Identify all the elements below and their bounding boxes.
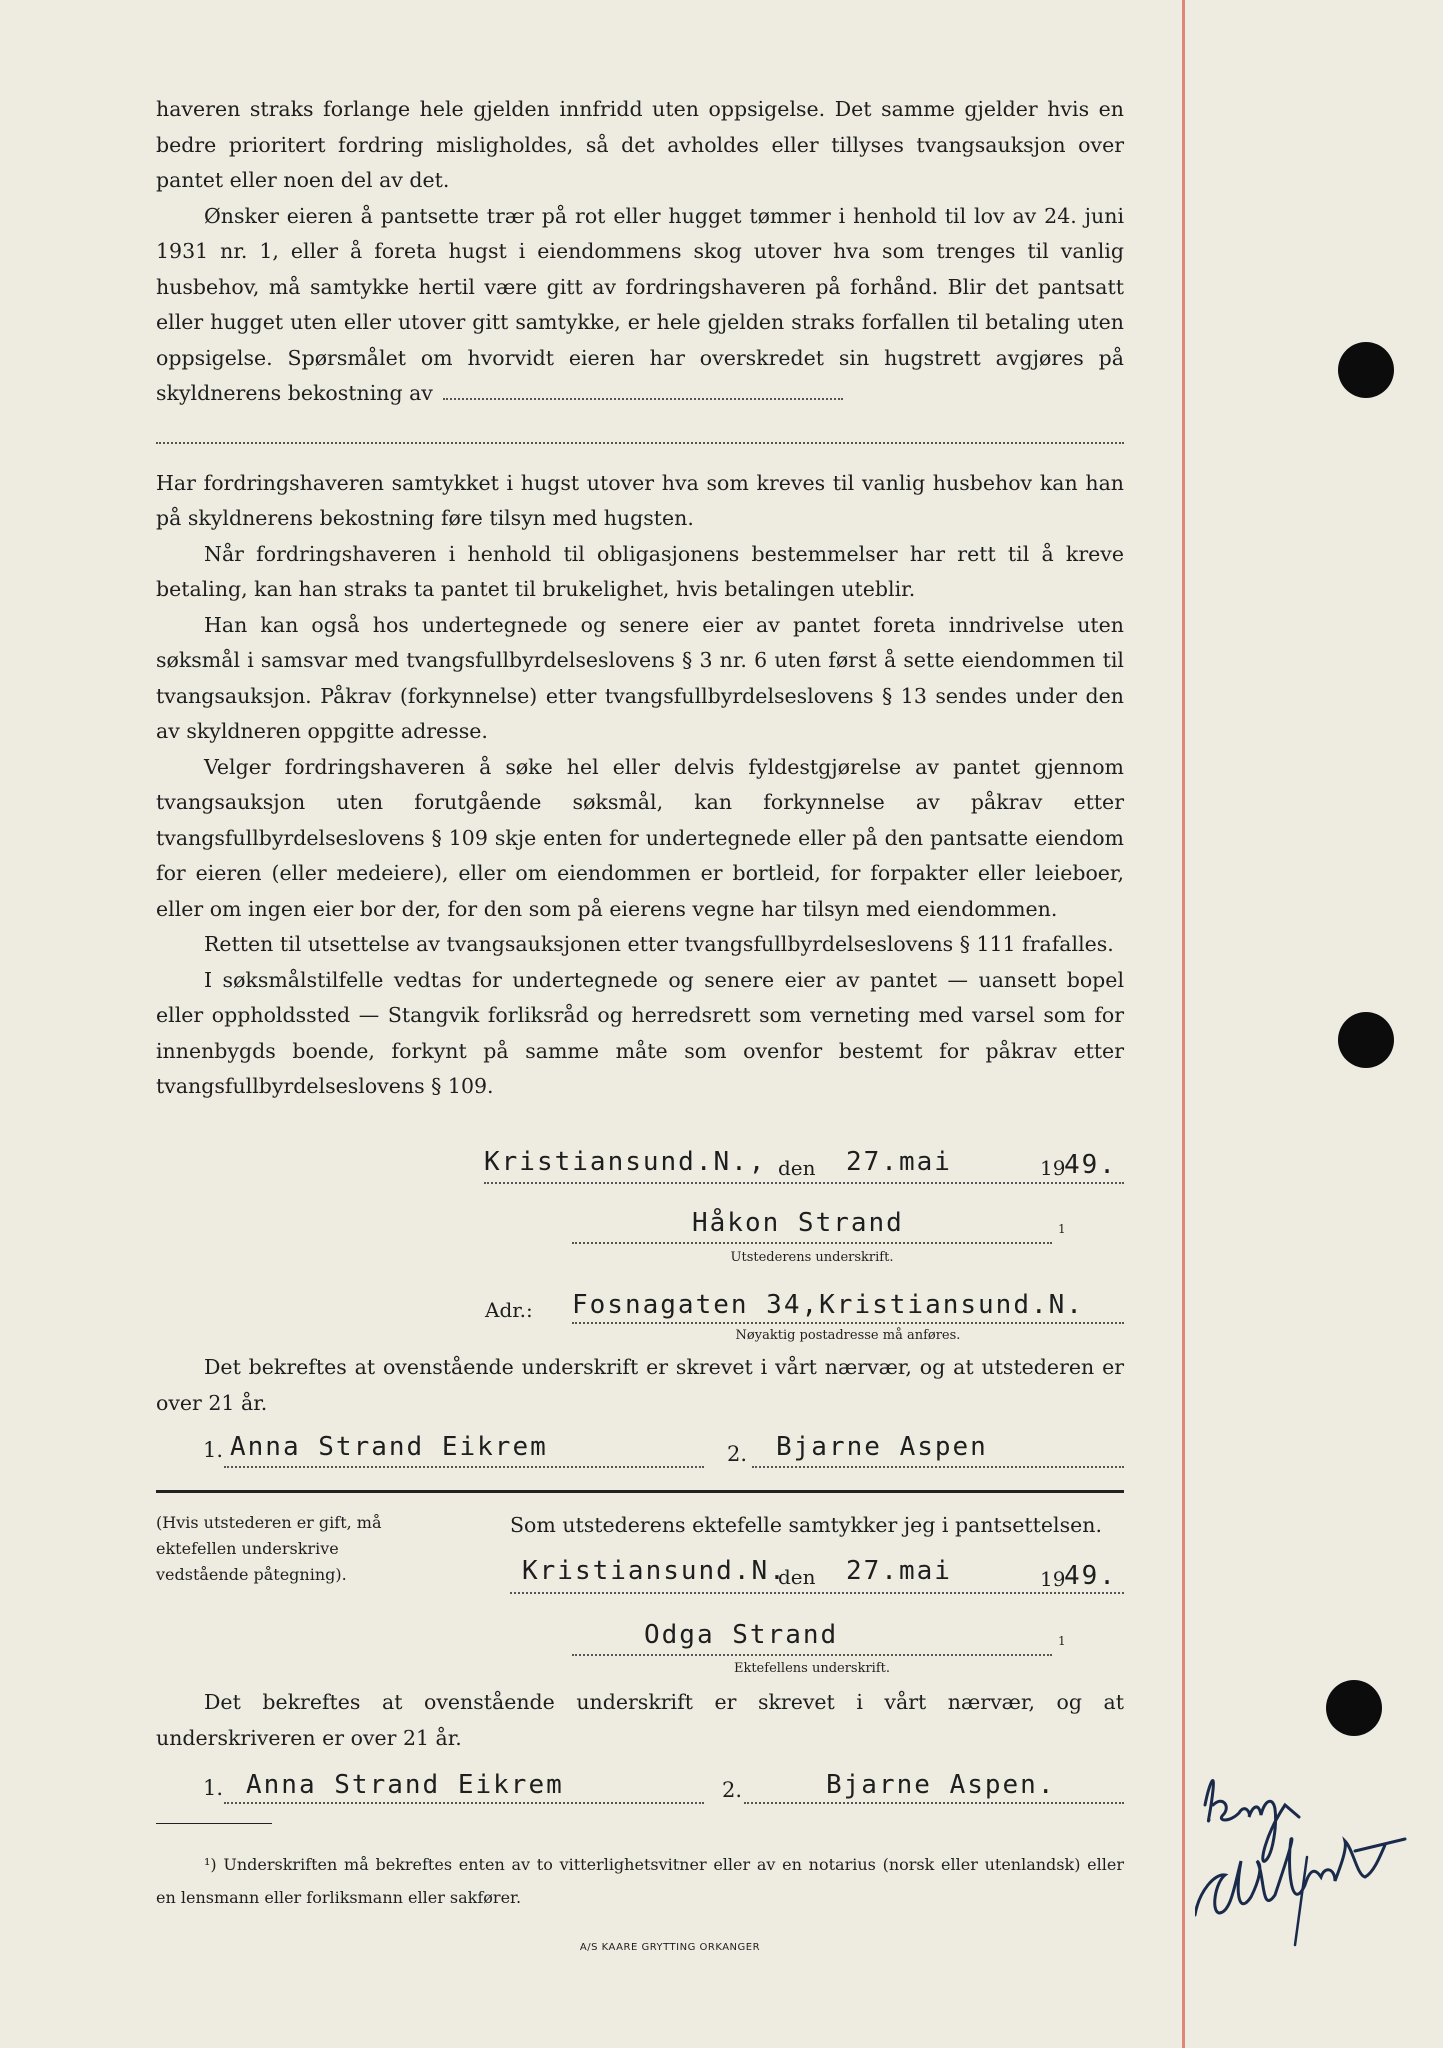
- witness-statement: Det bekreftes at ovenstående underskrift er skrevet i vårt nærvær, og at underskriveren er over 21 år.: [156, 1690, 1124, 1750]
- issuer-address: Fosnagaten 34,Kristiansund.N.: [572, 1290, 1084, 1320]
- blank-field: [443, 398, 843, 400]
- footnote-mark: 1: [1058, 1634, 1066, 1648]
- witness-number: 1.: [203, 1776, 224, 1800]
- footnote-rule: [156, 1823, 272, 1824]
- paragraph: Ønsker eieren å pantsette trær på rot eller hugget tømmer i henhold til lov av 24. juni 1931 nr. 1, eller å foreta hugst i eiendommens skog utover hva som trenges til vanlig husbehov, må samtykke hertil være gitt av fordringshaveren på forhånd. Blir det pantsatt eller hugget uten eller utover gitt samtykke, er hele gjelden straks forfallen til betaling uten oppsigelse. Spørsmålet om hvorvidt eieren har overskredet sin hugstrett avgjøres på skyldnerens bekostning av: [156, 203, 1124, 405]
- issuer-date: 27.mai: [846, 1147, 952, 1177]
- year-prefix: 19: [1040, 1156, 1066, 1180]
- spouse-date: 27.mai: [846, 1556, 952, 1586]
- paragraph: I søksmålstilfelle vedtas for undertegnede og senere eier av pantet — uansett bopel eller oppholdssted — Stangvik forliksråd og herredsrett som verneting med varsel som for innenbygds boende, forkynt på samme måte som ovenfor bestemt for påkrav etter tvangsfullbyrdelseslovens § 109.: [156, 967, 1124, 1098]
- witness-line: [744, 1802, 1124, 1804]
- signature-line: [572, 1654, 1052, 1656]
- witness-number: 1.: [203, 1438, 224, 1462]
- date-line: [484, 1182, 1124, 1184]
- printer-imprint: A/S KAARE GRYTTING ORKANGER: [579, 1942, 761, 1953]
- witness-line: [224, 1466, 704, 1468]
- terms-text: [156, 92, 1124, 1105]
- witness-name: Bjarne Aspen: [776, 1432, 988, 1462]
- paragraph: Han kan også hos undertegnede og senere eier av pantet foreta inndrivelse uten søksmål i samsvar med tvangsfullbyrdelseslovens § 3 nr. 6 uten først å sette eiendommen til tvangsauksjon. Påkrav (forkynnelse) etter tvangsfullbyrdelseslovens § 13 sendes under den av skyldneren oppgitte adresse.: [156, 612, 1124, 743]
- witness-line: [224, 1802, 704, 1804]
- year-suffix: 49.: [1064, 1561, 1117, 1591]
- spouse-place: Kristiansund.N.: [522, 1556, 787, 1586]
- margin-rule: [1182, 0, 1185, 2048]
- paragraph: Velger fordringshaveren å søke hel eller delvis fyldestgjørelse av pantet gjennom tvangsauksjon uten forutgående søksmål, kan forkynnelse av påkrav etter tvangsfullbyrdelseslovens § 109 skje enten for undertegnede eller på den pantsatte eiendom for eieren (eller medeiere), eller om eiendommen er bortleid, for forpakter eller leieboer, eller om ingen eier bor der, for den som på eierens vegne har tilsyn med eiendommen.: [156, 754, 1124, 921]
- spouse-signature: Odga Strand: [644, 1620, 839, 1650]
- paragraph: haveren straks forlange hele gjelden innfridd uten oppsigelse. Det samme gjelder hvis en bedre prioritert fordring misligholdes, så det avholdes eller tillyses tvangsauksjon over pantet eller noen del av det.: [156, 97, 1124, 192]
- witness-name: Bjarne Aspen.: [826, 1770, 1056, 1800]
- handwritten-note: [1195, 1765, 1410, 1950]
- paragraph: Har fordringshaveren samtykket i hugst utover hva som kreves til vanlig husbehov kan han på skyldnerens bekostning føre tilsyn med hugsten.: [156, 470, 1124, 530]
- date-line: [510, 1592, 1124, 1594]
- witness-number: 2.: [727, 1442, 748, 1466]
- address-label: Adr.:: [485, 1298, 533, 1322]
- signature-caption: Ektefellens underskrift.: [733, 1661, 891, 1676]
- paragraph: Retten til utsettelse av tvangsauksjonen etter tvangsfullbyrdelseslovens § 111 frafalles.: [204, 932, 1114, 956]
- blank-field: [156, 440, 1124, 444]
- witness-number: 2.: [722, 1778, 743, 1802]
- spouse-consent: Som utstederens ektefelle samtykker jeg i pantsettelsen.: [510, 1513, 1102, 1537]
- punch-hole: [1338, 1012, 1394, 1068]
- den-label: den: [778, 1156, 816, 1180]
- witness-statement: Det bekreftes at ovenstående underskrift er skrevet i vårt nærvær, og at utstederen er over 21 år.: [156, 1355, 1124, 1415]
- issuer-signature: Håkon Strand: [692, 1208, 904, 1238]
- witness-line: [752, 1466, 1124, 1468]
- signature-line: [572, 1242, 1052, 1244]
- paragraph: Når fordringshaveren i henhold til obligasjonens bestemmelser har rett til å kreve betaling, kan han straks ta pantet til brukelighet, hvis betalingen uteblir.: [156, 541, 1124, 601]
- section-divider: [156, 1490, 1124, 1493]
- spouse-side-note: (Hvis utstederen er gift, må ektefellen underskrive vedstående påtegning).: [156, 1513, 382, 1584]
- year-suffix: 49.: [1064, 1150, 1117, 1180]
- den-label: den: [778, 1565, 816, 1589]
- punch-hole: [1338, 342, 1394, 398]
- footnote-mark: 1: [1058, 1222, 1066, 1236]
- issuer-place: Kristiansund.N.,: [484, 1147, 767, 1177]
- year-prefix: 19: [1040, 1567, 1066, 1591]
- punch-hole: [1326, 1680, 1382, 1736]
- address-line: [572, 1322, 1124, 1324]
- address-caption: Nøyaktig postadresse må anføres.: [735, 1328, 961, 1343]
- witness-name: Anna Strand Eikrem: [246, 1770, 564, 1800]
- footnote: ¹) Underskriften må bekreftes enten av to vitterlighetsvitner eller av en notarius (norsk eller utenlandsk) eller en lensmann eller forliksmann eller sakfører.: [156, 1855, 1124, 1907]
- signature-caption: Utstederens underskrift.: [730, 1250, 894, 1265]
- witness-name: Anna Strand Eikrem: [230, 1432, 548, 1462]
